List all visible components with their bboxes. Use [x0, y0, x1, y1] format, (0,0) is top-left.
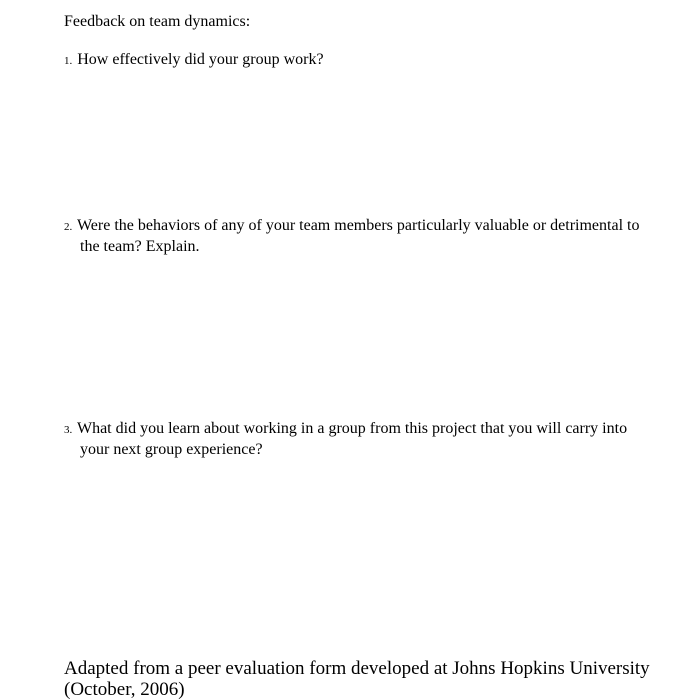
- question-text: How effectively did your group work?: [77, 51, 324, 68]
- question-text-continued: your next group experience?: [80, 441, 263, 458]
- question-1: [64, 50, 654, 71]
- question-number: 3.: [64, 424, 73, 436]
- attribution-note: [64, 658, 664, 700]
- question-text-continued: the team? Explain.: [80, 238, 200, 255]
- question-number: 1.: [64, 55, 73, 67]
- question-text: Were the behaviors of any of your team members particularly valuable or detrimental to: [76, 217, 640, 234]
- question-3: [64, 419, 654, 460]
- attribution-line-1: Adapted from a peer evaluation form developed at Johns Hopkins University: [64, 658, 650, 679]
- attribution-line-2: (October, 2006): [64, 679, 185, 700]
- question-2: [64, 216, 654, 257]
- page-heading: Feedback on team dynamics:: [64, 13, 251, 30]
- question-text: What did you learn about working in a group from this project that you will carry into: [76, 420, 628, 437]
- question-number: 2.: [64, 221, 73, 233]
